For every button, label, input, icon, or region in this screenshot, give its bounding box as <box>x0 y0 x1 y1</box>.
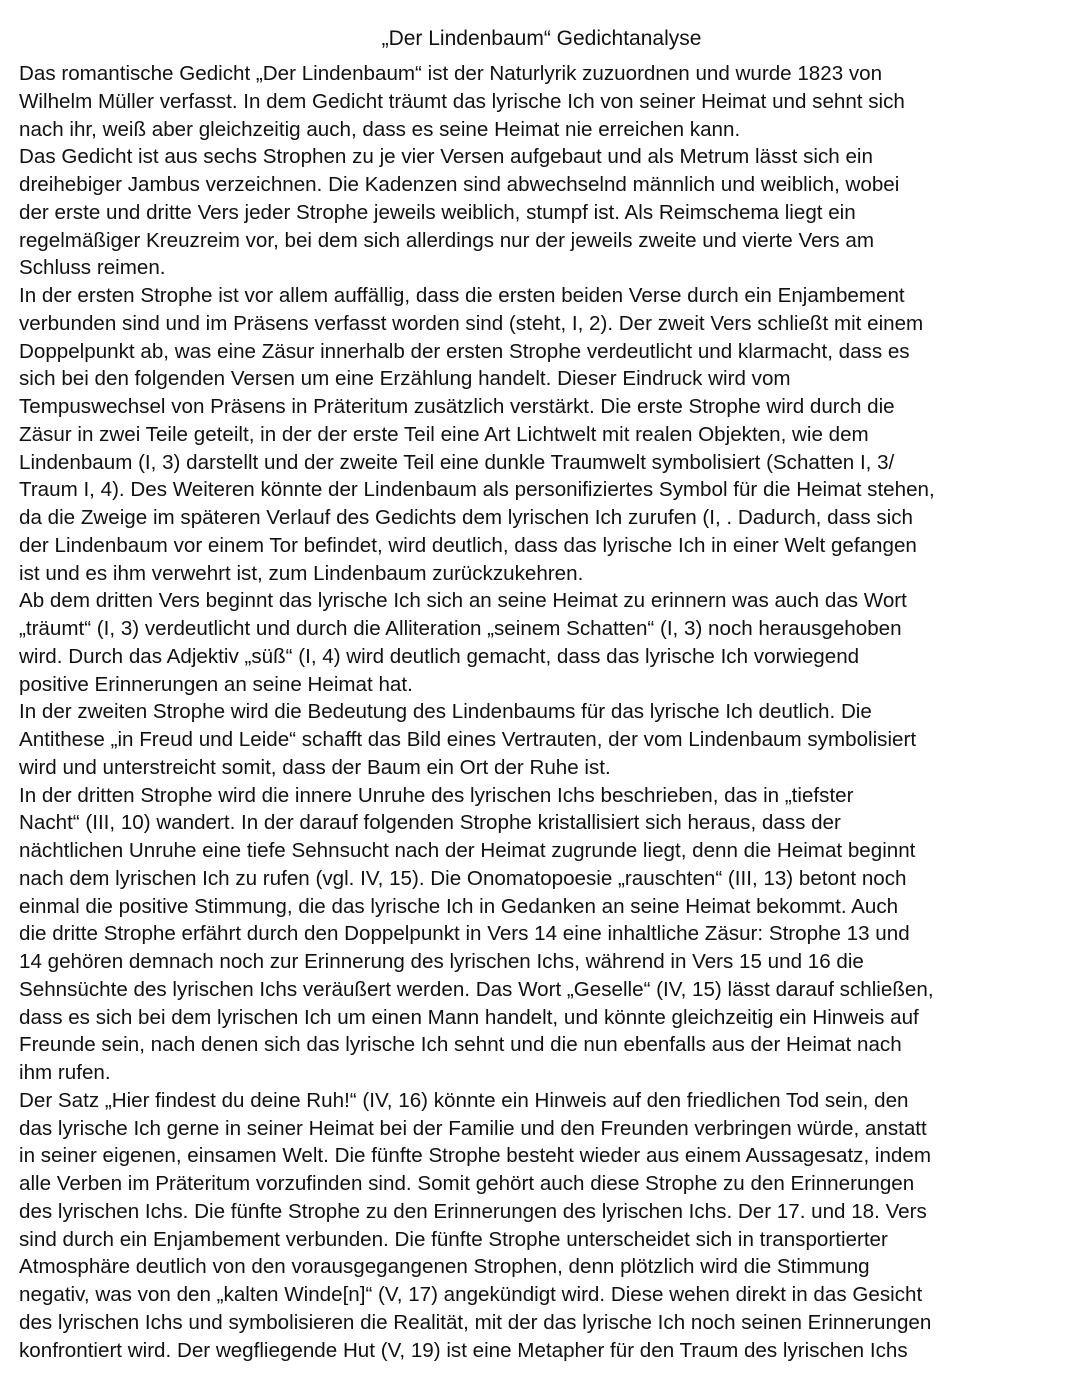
text-line: Tempuswechsel von Präsens in Präteritum zusätzlich verstärkt. Die erste Strophe wird durch die <box>19 395 895 418</box>
text-line: positive Erinnerungen an seine Heimat hat. <box>19 672 413 696</box>
text-line: In der zweiten Strophe wird die Bedeutung des Lindenbaums für das lyrische Ich deutlich. Die <box>19 700 872 724</box>
text-line: dreihebiger Jambus verzeichnen. Die Kadenzen sind abwechselnd männlich und weiblich, wobei <box>19 173 900 196</box>
text-line: wird. Durch das Adjektiv „süß“ (I, 4) wird deutlich gemacht, dass das lyrische Ich vorwiegend <box>19 644 860 668</box>
text-line: sind durch ein Enjambement verbunden. Die fünfte Strophe unterscheidet sich in transportierter <box>19 1227 888 1251</box>
text-line <box>19 1364 1064 1392</box>
text-line: Schluss reimen. <box>19 256 166 280</box>
text-line: einmal die positive Stimmung, die das lyrische Ich in Gedanken an seine Heimat bekommt. Auch <box>19 894 899 918</box>
text-line: in seiner eigenen, einsamen Welt. Die fünfte Strophe besteht wieder aus einem Aussagesatz, indem <box>19 1144 931 1168</box>
text-line: Ab dem dritten Vers beginnt das lyrische Ich sich an seine Heimat zu erinnern was auch das Wort <box>19 589 907 613</box>
text-line: nach dem lyrischen Ich zu rufen (vgl. IV, 15). Die Onomatopoesie „rauschten“ (III, 13) betont noch <box>19 866 907 890</box>
text-line: Lindenbaum (I, 3) darstellt und der zweite Teil eine dunkle Traumwelt symbolisiert (Schatten I, 3/ <box>19 450 895 474</box>
text-line: nächtlichen Unruhe eine tiefe Sehnsucht nach der Heimat zugrunde liegt, denn die Heimat beginnt <box>19 839 916 862</box>
text-line: verbunden sind und im Präsens verfasst worden sind (steht, I, 2). Der zweit Vers schließt mit einem <box>19 311 924 335</box>
text-line: Antithese „in Freud und Leide“ schafft das Bild eines Vertrauten, der vom Lindenbaum symbolisiert <box>19 728 917 751</box>
text-line: der Lindenbaum vor einem Tor befindet, wird deutlich, dass das lyrische Ich in einer Welt gefangen <box>19 533 917 557</box>
text-line: Nacht“ (III, 10) wandert. In der darauf folgenden Strophe kristallisiert sich heraus, dass der <box>19 811 841 835</box>
text-line: regelmäßiger Kreuzreim vor, bei dem sich allerdings nur der jeweils zweite und vierte Vers am <box>19 228 875 252</box>
text-line: ihm rufen. <box>19 1061 111 1084</box>
text-line: Der Satz „Hier findest du deine Ruh!“ (IV, 16) könnte ein Hinweis auf den friedlichen Tod sein, den <box>19 1088 909 1112</box>
text-line: Doppelpunkt ab, was eine Zäsur innerhalb der ersten Strophe verdeutlicht und klarmacht, dass es <box>19 339 910 363</box>
text-line: 14 gehören demnach noch zur Erinnerung des lyrischen Ichs, während in Vers 15 und 16 die <box>19 950 864 973</box>
text-line: das lyrische Ich gerne in seiner Heimat bei der Familie und den Freunden verbringen würde, anstatt <box>19 1116 927 1140</box>
text-line: Freunde sein, nach denen sich das lyrische Ich sehnt und die nun ebenfalls aus der Heimat nach <box>19 1033 902 1057</box>
text-line: sich bei den folgenden Versen um eine Erzählung handelt. Dieser Eindruck wird vom <box>19 367 791 391</box>
text-line: In der ersten Strophe ist vor allem auffällig, dass die ersten beiden Verse durch ein Enjambement <box>19 284 905 307</box>
text-line: Atmosphäre deutlich von den vorausgegangenen Strophen, denn plötzlich wird die Stimmung <box>19 1255 870 1279</box>
text-line: „träumt“ (I, 3) verdeutlicht und durch die Alliteration „seinem Schatten“ (I, 3) noch herausgehoben <box>19 617 902 640</box>
text-line: Das romantische Gedicht „Der Lindenbaum“ ist der Naturlyrik zuzuordnen und wurde 1823 von <box>19 62 883 85</box>
text-line: Traum I, 4). Des Weiteren könnte der Lindenbaum als personifiziertes Symbol für die Heimat stehen, <box>19 478 935 502</box>
text-line: Wilhelm Müller verfasst. In dem Gedicht träumt das lyrische Ich von seiner Heimat und sehnt sich <box>19 89 905 113</box>
text-line: Sehnsüchte des lyrischen Ichs veräußert werden. Das Wort „Geselle“ (IV, 15) lässt darauf schließen, <box>19 977 934 1001</box>
text-line: ist und es ihm verwehrt ist, zum Lindenbaum zurückzukehren. <box>19 561 584 585</box>
analysis-body <box>19 60 1064 1392</box>
text-line: die dritte Strophe erfährt durch den Doppelpunkt in Vers 14 eine inhaltliche Zäsur: Strophe 13 und <box>19 922 910 946</box>
text-line: der erste und dritte Vers jeder Strophe jeweils weiblich, stumpf ist. Als Reimschema liegt ein <box>19 200 856 224</box>
text-line: In der dritten Strophe wird die innere Unruhe des lyrischen Ichs beschrieben, das in „tiefster <box>19 783 854 807</box>
text-line: Das Gedicht ist aus sechs Strophen zu je vier Versen aufgebaut und als Metrum lässt sich ein <box>19 145 873 169</box>
text-line: konfrontiert wird. Der wegfliegende Hut (V, 19) ist eine Metapher für den Traum des lyrischen Ichs <box>19 1338 908 1362</box>
text-line: negativ, was von den „kalten Winde[n]“ (V, 17) angekündigt wird. Diese wehen direkt in das Gesicht <box>19 1283 923 1306</box>
text-line: wird und unterstreicht somit, dass der Baum ein Ort der Ruhe ist. <box>19 755 611 779</box>
text-line: alle Verben im Präteritum vorzufinden sind. Somit gehört auch diese Strophe zu den Erinnerungen <box>19 1172 915 1195</box>
text-line: da die Zweige im späteren Verlauf des Gedichts dem lyrischen Ich zurufen (I, . Dadurch, dass sich <box>19 506 913 529</box>
document-title: „Der Lindenbaum“ Gedichtanalyse <box>381 27 702 50</box>
text-line: des lyrischen Ichs. Die fünfte Strophe zu den Erinnerungen des lyrischen Ichs. Der 17. und 18. Vers <box>19 1199 927 1223</box>
text-line: dass es sich bei dem lyrischen Ich um einen Mann handelt, und könnte gleichzeitig ein Hinweis auf <box>19 1005 919 1029</box>
text-line: Zäsur in zwei Teile geteilt, in der der erste Teil eine Art Lichtwelt mit realen Objekten, wie dem <box>19 422 869 446</box>
text-line: nach ihr, weiß aber gleichzeitig auch, dass es seine Heimat nie erreichen kann. <box>19 117 741 141</box>
text-line: des lyrischen Ichs und symbolisieren die Realität, mit der das lyrische Ich noch seinen Erinnerungen <box>19 1310 932 1334</box>
